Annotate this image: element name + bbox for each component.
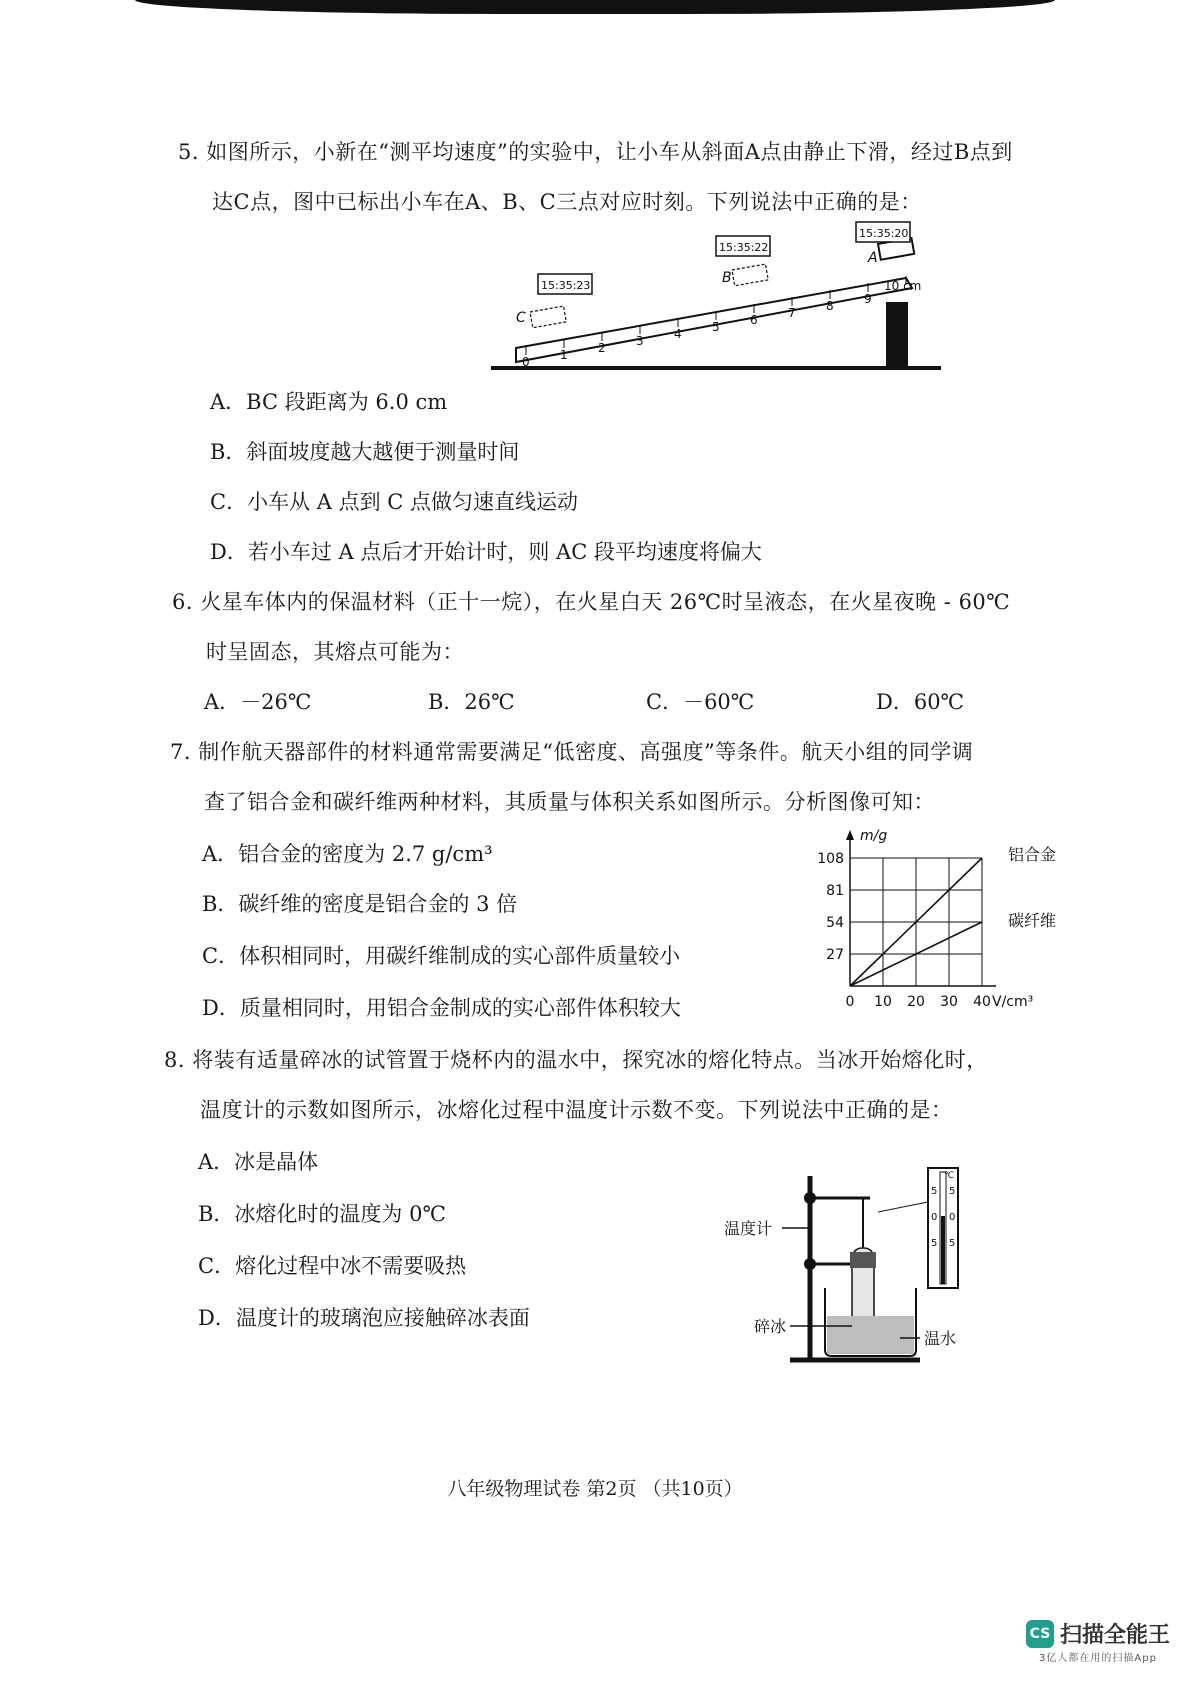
q5-option-a: A．BC 段距离为 6.0 cm — [210, 390, 448, 414]
q7-option-c: C．体积相同时，用碳纤维制成的实心部件质量较小 — [202, 944, 681, 968]
ruler-tick-9: 9 — [864, 292, 872, 306]
scanner-logo — [1026, 1618, 1170, 1649]
q5-option-b: B．斜面坡度越大越便于测量时间 — [210, 440, 520, 464]
q8-stem-1: 将装有适量碎冰的试管置于烧杯内的温水中，探究冰的熔化特点。当冰开始熔化时， — [192, 1048, 988, 1072]
x-tick-label: 30 — [940, 994, 958, 1010]
series-label: 铝合金 — [1008, 845, 1057, 864]
q5-number: 5. — [178, 140, 200, 164]
q6-stem-1: 火星车体内的保温材料（正十一烷），在火星白天 26℃时呈液态，在火星夜晚 - 60℃ — [200, 590, 1011, 614]
y-tick-label: 108 — [817, 851, 844, 867]
scale-left-2: 0 — [931, 1212, 938, 1223]
scale-left-3: 5 — [931, 1238, 938, 1249]
point-c-label: C — [516, 310, 526, 326]
q7-number: 7. — [170, 740, 192, 764]
scanner-slogan: 3亿人都在用的扫描App — [1039, 1653, 1157, 1664]
q7-option-d: D．质量相同时，用铝合金制成的实心部件体积较大 — [202, 996, 681, 1020]
q7-stem-1: 制作航天器部件的材料通常需要满足“低密度、高强度”等条件。航天小组的同学调 — [198, 740, 974, 764]
x-tick-label: 0 — [845, 994, 855, 1010]
time-b-display: 15:35:22 — [719, 241, 769, 254]
q8-option-c: C．熔化过程中冰不需要吸热 — [198, 1254, 467, 1278]
time-c-display: 15:35:23 — [541, 279, 591, 292]
label-thermometer: 温度计 — [724, 1219, 773, 1238]
scale-right-3: 5 — [949, 1238, 956, 1249]
q7-option-b: B．碳纤维的密度是铝合金的 3 倍 — [202, 892, 518, 916]
y-tick-label: 27 — [826, 947, 844, 963]
scale-right-1: 5 — [949, 1186, 956, 1197]
y-tick-label: 81 — [826, 883, 844, 899]
scale-left-1: 5 — [931, 1186, 938, 1197]
ruler-tick-4: 4 — [674, 327, 682, 341]
q7-line1 — [170, 736, 973, 766]
q6-option-d: D．60℃ — [876, 690, 965, 714]
q5-stem-2: 达C点，图中已标出小车在A、B、C三点对应时刻。下列说法中正确的是： — [212, 190, 922, 214]
q8-stem-2: 温度计的示数如图所示，冰熔化过程中温度计示数不变。下列说法中正确的是： — [200, 1098, 953, 1122]
ruler-tick-8: 8 — [826, 299, 834, 313]
x-axis-label: V/cm³ — [992, 994, 1034, 1010]
incline-figure — [486, 222, 946, 384]
q5-line1 — [178, 136, 1013, 166]
q5-option-c: C．小车从 A 点到 C 点做匀速直线运动 — [210, 490, 579, 514]
x-tick-label: 20 — [907, 994, 925, 1010]
q6-option-a: A．－26℃ — [204, 690, 312, 714]
q7-stem-2: 查了铝合金和碳纤维两种材料，其质量与体积关系如图所示。分析图像可知： — [204, 790, 935, 814]
ruler-tick-1: 1 — [560, 348, 568, 362]
q5-stem-1: 如图所示，小新在“测平均速度”的实验中，让小车从斜面A点由静止下滑，经过B点到 — [206, 140, 1013, 164]
q6-option-b: B．26℃ — [428, 690, 515, 714]
ruler-tick-6: 6 — [750, 313, 758, 327]
point-a-label: A — [868, 250, 878, 266]
ruler-tick-3: 3 — [636, 334, 644, 348]
series-label: 碳纤维 — [1008, 911, 1057, 930]
y-tick-label: 54 — [826, 915, 844, 931]
page-footer: 八年级物理试卷 第2页 （共10页） — [447, 1478, 743, 1500]
q7-option-a: A．铝合金的密度为 2.7 g/cm³ — [202, 842, 493, 866]
scanner-watermark — [1026, 1618, 1170, 1664]
ruler-tick-7: 7 — [788, 306, 796, 320]
q5-option-d: D．若小车过 A 点后才开始计时，则 AC 段平均速度将偏大 — [210, 540, 762, 564]
y-axis-arrow — [846, 830, 854, 840]
ruler-tick-end: 10 cm — [884, 279, 922, 293]
q8-option-d: D．温度计的玻璃泡应接触碎冰表面 — [198, 1306, 530, 1330]
mass-volume-chart — [800, 826, 1057, 1016]
q6-number: 6. — [172, 590, 194, 614]
q8-option-b: B．冰熔化时的温度为 0℃ — [198, 1202, 446, 1226]
scanner-brand: 扫描全能王 — [1059, 1623, 1170, 1648]
thermometer-unit: ℃ — [944, 1171, 955, 1181]
q8-number: 8. — [164, 1048, 186, 1072]
ruler-tick-0: 0 — [522, 355, 530, 369]
ruler-tick-2: 2 — [598, 341, 606, 355]
q8-option-a: A．冰是晶体 — [198, 1150, 319, 1174]
q6-option-c: C．－60℃ — [646, 690, 755, 714]
y-axis-label: m/g — [860, 828, 888, 844]
label-crushed-ice: 碎冰 — [754, 1317, 787, 1336]
ruler-tick-5: 5 — [712, 320, 720, 334]
melting-apparatus-figure — [720, 1168, 970, 1368]
point-b-label: B — [722, 270, 732, 286]
time-a-display: 15:35:20 — [859, 227, 909, 240]
q6-stem-2: 时呈固态，其熔点可能为： — [206, 640, 464, 664]
q6-line1 — [172, 586, 1010, 616]
x-tick-label: 10 — [874, 994, 892, 1010]
cs-logo-icon: CS — [1026, 1620, 1054, 1648]
q8-line1 — [164, 1044, 988, 1074]
label-warm-water: 温水 — [924, 1329, 957, 1348]
scan-top-edge — [135, 0, 1055, 14]
x-tick-label: 40 — [973, 994, 991, 1010]
scale-right-2: 0 — [949, 1212, 956, 1223]
